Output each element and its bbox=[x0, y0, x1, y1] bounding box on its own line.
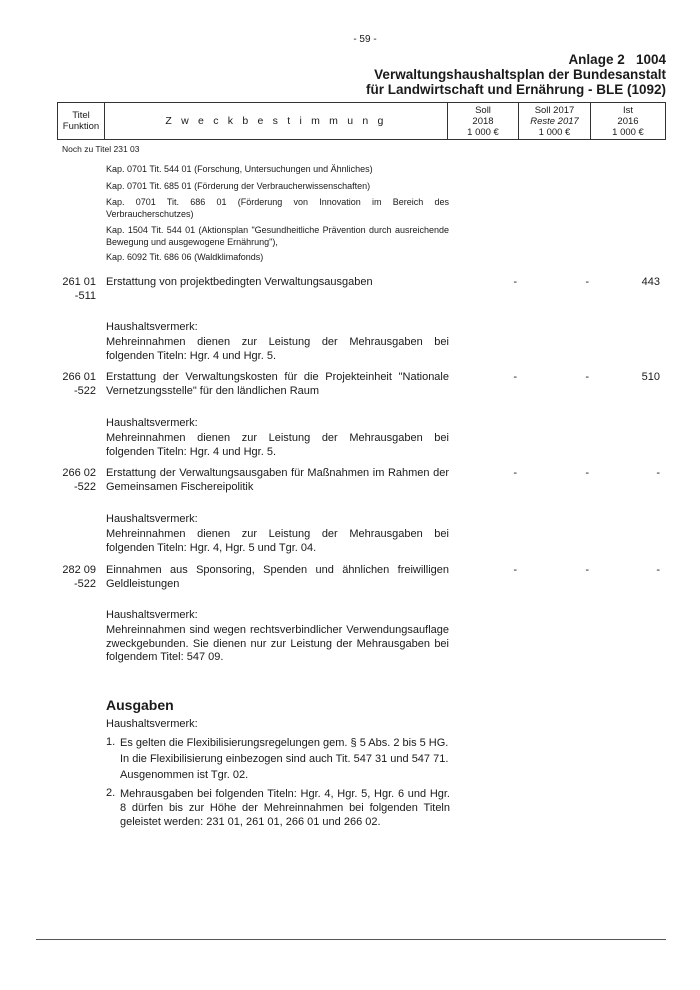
entry-soll-2017: - bbox=[585, 467, 589, 479]
entry-note-label: Haushaltsvermerk: bbox=[106, 609, 198, 621]
entry-note-text: Mehreinnahmen dienen zur Leistung der Mehrausgaben bei folgenden Titeln: Hgr. 4, Hgr. 5 und Tgr. 04. bbox=[106, 528, 449, 554]
continued-note: Noch zu Titel 231 03 bbox=[62, 144, 140, 154]
header-ist-2016: Ist 2016 1 000 € bbox=[591, 103, 666, 140]
entry-ist-2016: - bbox=[656, 467, 660, 479]
entry-description: Erstattung von projektbedingten Verwaltungsausgaben bbox=[106, 276, 373, 288]
entry-title-number: 266 02 bbox=[62, 467, 96, 479]
entry-function-code: -522 bbox=[73, 385, 96, 397]
entry-description: Erstattung der Verwaltungsausgaben für Maßnahmen im Rahmen der Gemeinsamen Fischereipolitik bbox=[106, 467, 449, 493]
entry-note-label: Haushaltsvermerk: bbox=[106, 417, 198, 429]
list-item-line: Ausgenommen ist Tgr. 02. bbox=[120, 769, 249, 781]
document-title-line-1: Verwaltungshaushaltsplan der Bundesanstalt bbox=[374, 67, 666, 82]
table-header bbox=[57, 102, 666, 140]
reference-item: Kap. 6092 Tit. 686 06 (Waldklimafonds) bbox=[106, 252, 264, 262]
entry-function-code: -522 bbox=[73, 481, 96, 493]
annex-label: Anlage 2 1004 bbox=[568, 52, 666, 67]
entry-title-number: 266 01 bbox=[62, 371, 96, 383]
entry-soll-2018: - bbox=[513, 276, 517, 288]
ausgaben-note-label: Haushaltsvermerk: bbox=[106, 718, 198, 730]
entry-soll-2017: - bbox=[585, 276, 589, 288]
ausgaben-heading: Ausgaben bbox=[106, 697, 174, 713]
entry-note-text: Mehreinnahmen sind wegen rechtsverbindlicher Verwendungsauflage zweckgebunden. Sie dienen nur zur Leistung der Mehrausgaben bei folgendem Titel: 547 09. bbox=[106, 624, 449, 663]
entry-ist-2016: 443 bbox=[641, 276, 660, 288]
entry-function-code: -511 bbox=[74, 290, 96, 302]
list-item-number: 1. bbox=[106, 736, 116, 748]
reference-item: Kap. 0701 Tit. 544 01 (Forschung, Untersuchungen und Ähnliches) bbox=[106, 164, 373, 174]
list-item-line: Es gelten die Flexibilisierungsregelungen gem. § 5 Abs. 2 bis 5 HG. bbox=[120, 737, 449, 749]
reference-item: Kap. 0701 Tit. 686 01 (Förderung von Innovation im Bereich des Verbraucherschutzes) bbox=[106, 197, 449, 219]
entry-soll-2017: - bbox=[585, 371, 589, 383]
entry-description: Einnahmen aus Sponsoring, Spenden und ähnlichen freiwilligen Geldleistungen bbox=[106, 564, 449, 590]
list-item-line: Mehrausgaben bei folgenden Titeln: Hgr. 4, Hgr. 5, Hgr. 6 und Hgr. 8 dürfen bis zur Höhe der Mehreinnahmen bei folgenden Titeln geleistet werden: 231 01, 261 01, 266 01 und 266 02. bbox=[120, 788, 450, 828]
header-titel-funktion: Titel Funktion bbox=[58, 103, 105, 140]
document-title-line-2: für Landwirtschaft und Ernährung - BLE (1092) bbox=[365, 82, 666, 97]
reference-item: Kap. 1504 Tit. 544 01 (Aktionsplan "Gesundheitliche Prävention durch ausreichende Bewegung und ausgewogene Ernährung"), bbox=[106, 225, 449, 247]
entry-soll-2017: - bbox=[585, 564, 589, 576]
entry-soll-2018: - bbox=[513, 371, 517, 383]
entry-note-label: Haushaltsvermerk: bbox=[106, 321, 198, 333]
entry-title-number: 282 09 bbox=[62, 564, 96, 576]
entry-title-number: 261 01 bbox=[62, 276, 96, 288]
entry-note-label: Haushaltsvermerk: bbox=[106, 513, 198, 525]
entry-ist-2016: - bbox=[656, 564, 660, 576]
entry-ist-2016: 510 bbox=[641, 371, 660, 383]
entry-note-text: Mehreinnahmen dienen zur Leistung der Mehrausgaben bei folgenden Titeln: Hgr. 4 und Hgr. 5. bbox=[106, 432, 449, 458]
header-zweckbestimmung: Z w e c k b e s t i m m u n g bbox=[105, 103, 448, 140]
page-number: - 59 - bbox=[353, 34, 377, 45]
entry-note-text: Mehreinnahmen dienen zur Leistung der Mehrausgaben bei folgenden Titeln: Hgr. 4 und Hgr. 5. bbox=[106, 336, 449, 362]
footer-divider bbox=[36, 939, 666, 940]
entry-function-code: -522 bbox=[73, 578, 96, 590]
list-item-number: 2. bbox=[106, 787, 116, 799]
list-item-line: In die Flexibilisierung einbezogen sind auch Tit. 547 31 und 547 71. bbox=[120, 753, 449, 765]
entry-description: Erstattung der Verwaltungskosten für die Projekteinheit "Nationale Vernetzungsstelle" für den ländlichen Raum bbox=[106, 371, 449, 397]
entry-soll-2018: - bbox=[513, 467, 517, 479]
entry-soll-2018: - bbox=[513, 564, 517, 576]
reference-item: Kap. 0701 Tit. 685 01 (Förderung der Verbraucherwissenschaften) bbox=[106, 181, 371, 191]
header-soll-2018: Soll 2018 1 000 € bbox=[448, 103, 519, 140]
header-soll-2017: Soll 2017 Reste 2017 1 000 € bbox=[519, 103, 591, 140]
